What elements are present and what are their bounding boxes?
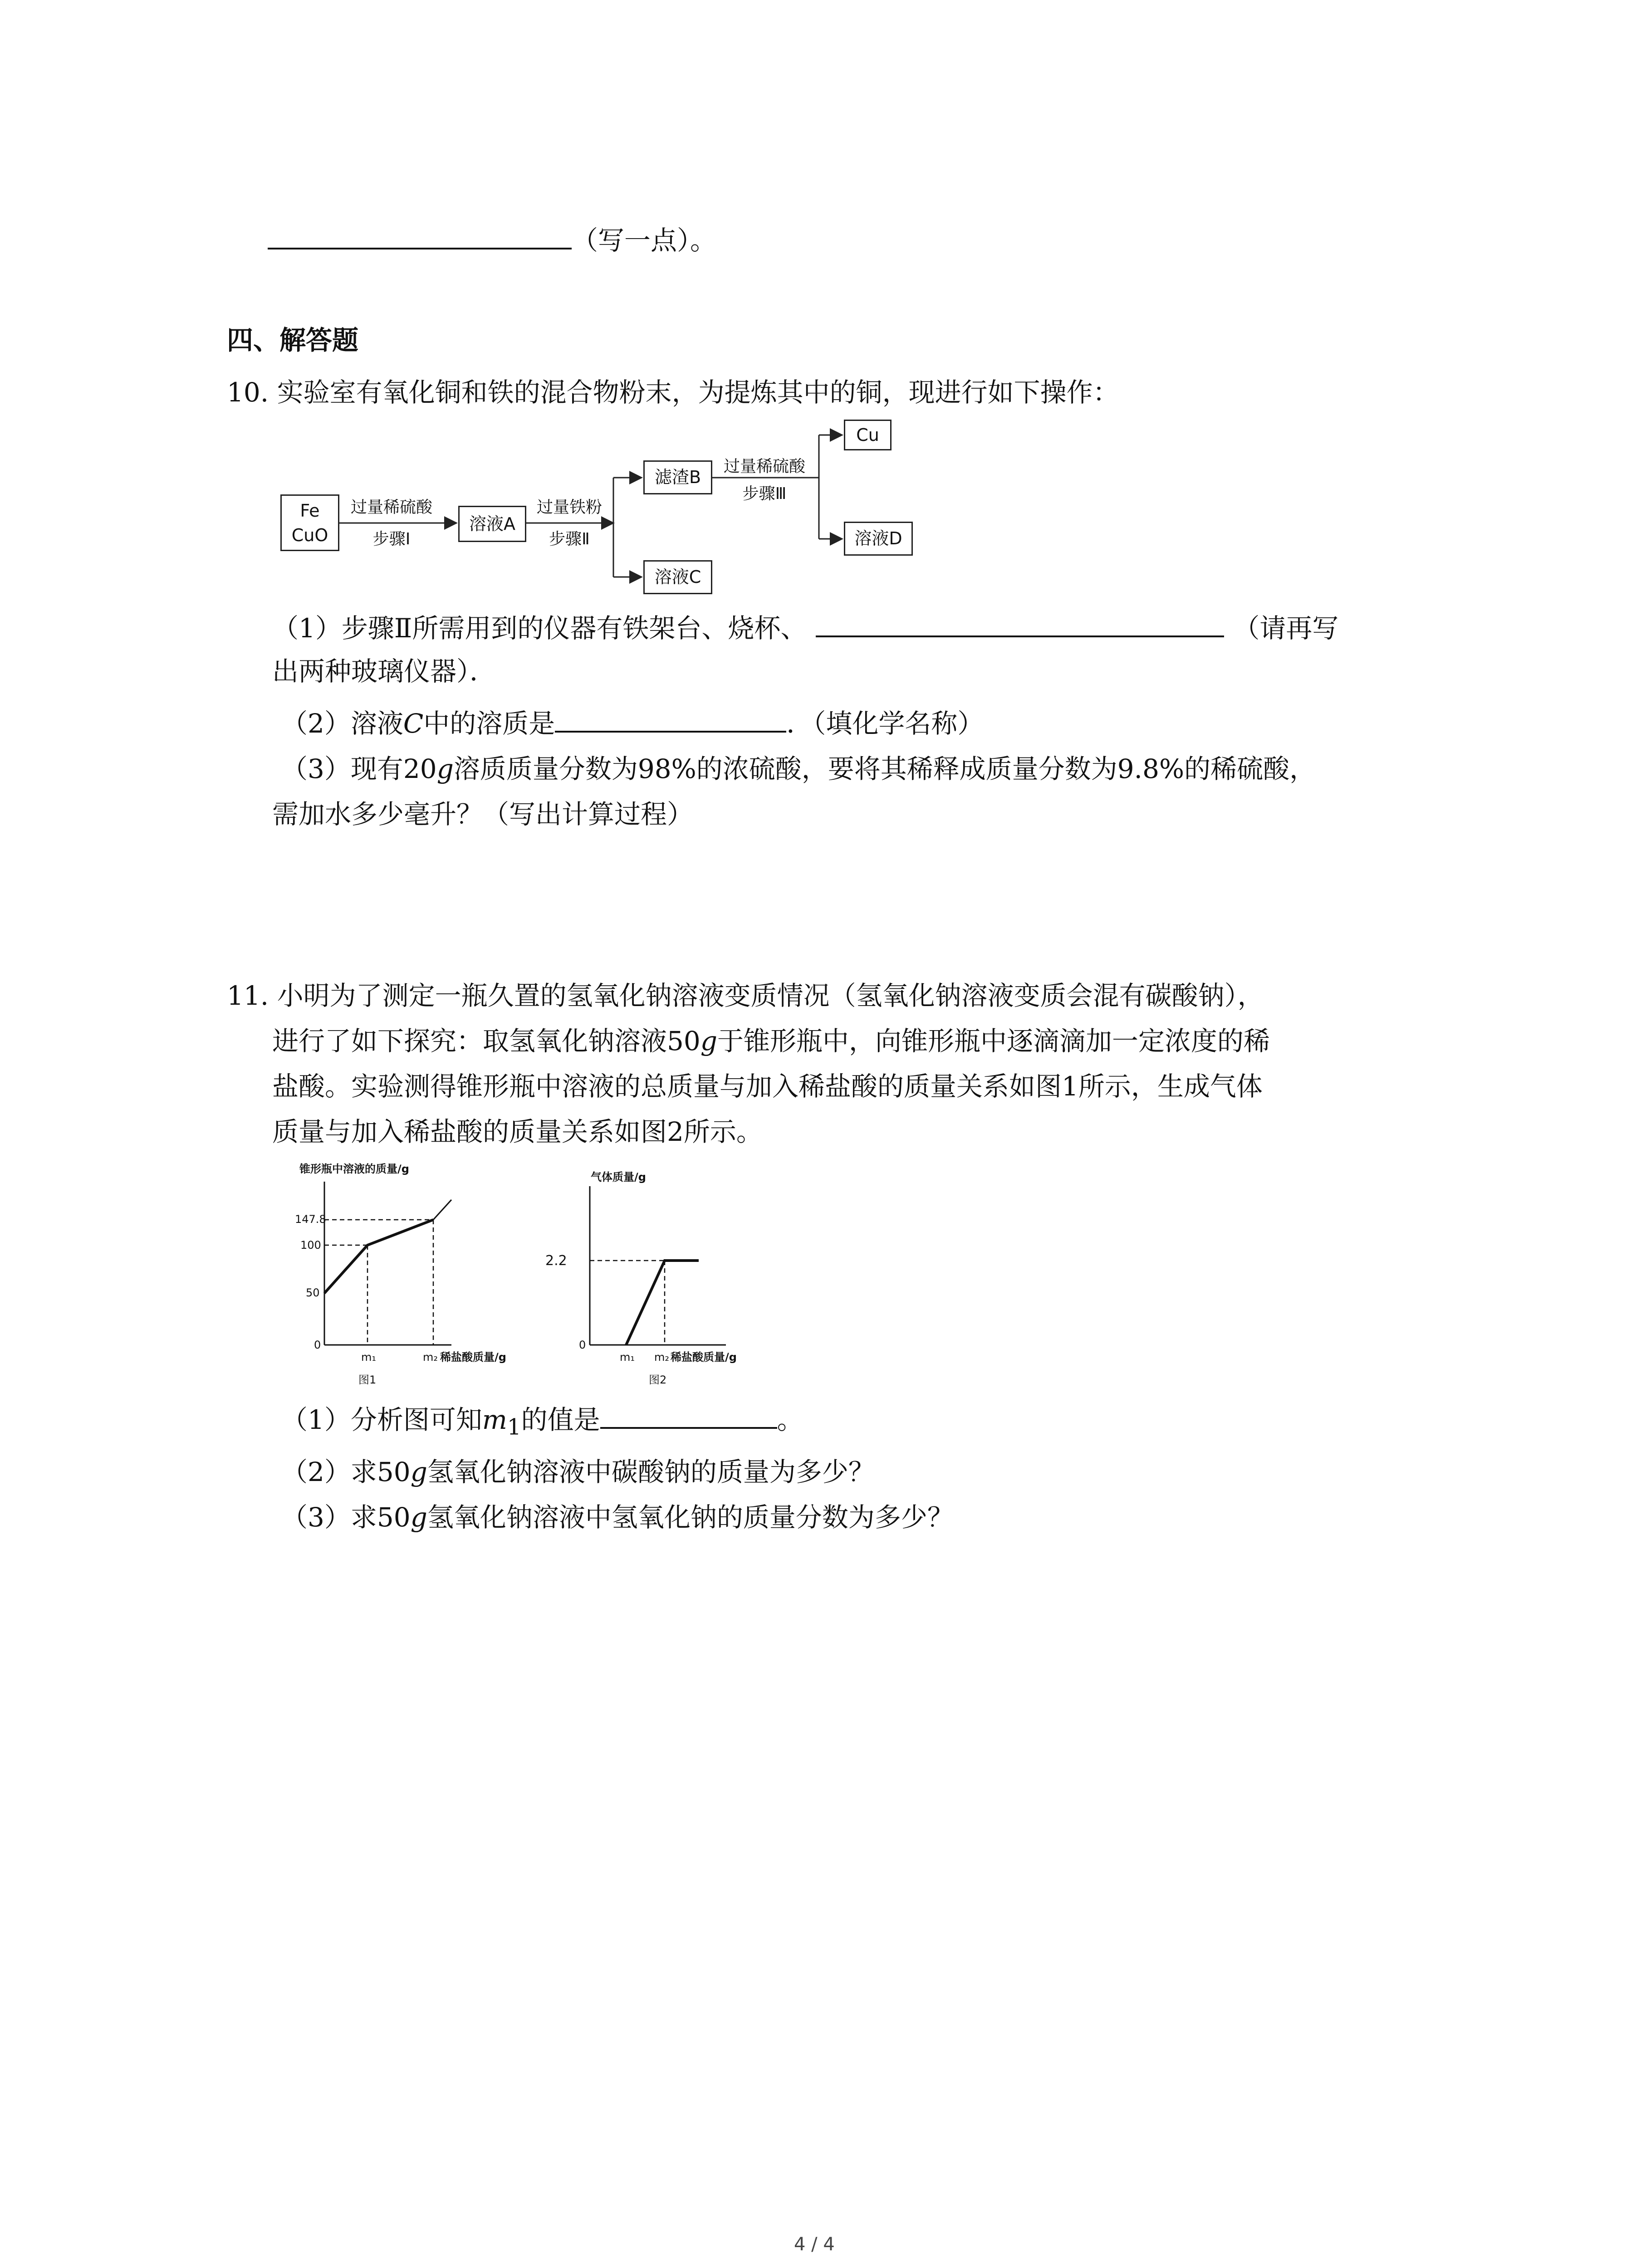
q10-sub2: （2）溶液C中的溶质是 ．（填化学名称） [281,705,984,739]
q10-sub1-blank[interactable] [816,610,1224,637]
flow-arrow1-bottom: 步骤Ⅰ [372,530,411,548]
fig2-line-main [626,1261,699,1345]
fig2-caption: 图2 [649,1374,667,1386]
q10-stem: 10. 实验室有氧化铜和铁的混合物粉末，为提炼其中的铜，现进行如下操作： [227,377,1119,408]
section-title: 四、解答题 [227,325,359,356]
q9-answer-blank[interactable] [268,222,572,249]
flow-box-d: 溶液D [844,522,913,556]
fig1-ytick-147: 147.8 [295,1213,326,1226]
q9-suffix: （写一点）。 [572,225,717,256]
flow-arrows [272,413,926,603]
fig1-xtick-m1: m₁ [361,1351,376,1364]
q10-sub1-line2: 出两种玻璃仪器）． [272,656,496,687]
fig1-xtick-m2: m₂ [423,1351,438,1364]
fig1-ytick-100: 100 [300,1239,321,1251]
q10-sub3-line1: （3）现有20g溶质质量分数为98%的浓硫酸，要将其稀释成质量分数为9.8%的稀硫酸， [281,753,1316,784]
flow-arrow1-top: 过量稀硫酸 [350,498,432,517]
fig1-line-main [324,1220,433,1293]
figure1-chart [272,1159,506,1395]
fig1-ytick-0: 0 [314,1339,321,1351]
q11-sub1-blank[interactable] [600,1402,777,1429]
fig1-line-tail [433,1200,451,1220]
flow-arrow2-top: 过量铁粉 [536,498,602,517]
q10-sub2-blank[interactable] [555,705,786,733]
q10-sub3-line2: 需加水多少毫升？（写出计算过程） [272,799,694,830]
q11-line1: 11. 小明为了测定一瓶久置的氢氧化钠溶液变质情况（氢氧化钠溶液变质会混有碳酸钠）， [227,980,1264,1011]
figure2-chart [535,1159,749,1395]
fig2-xlabel: 稀盐酸质量/g [671,1351,737,1364]
q10-flow-diagram [272,413,926,603]
q11-line4: 质量与加入稀盐酸的质量关系如图2所示。 [272,1116,763,1147]
fig1-caption: 图1 [358,1374,377,1386]
fig2-ylabel: 气体质量/g [591,1171,646,1183]
fig2-xtick-m1: m₁ [620,1351,635,1364]
q11-line2: 进行了如下探究：取氢氧化钠溶液50g于锥形瓶中，向锥形瓶中逐滴滴加一定浓度的稀 [272,1026,1270,1056]
q10-sub1-line1: （1）步骤Ⅱ所需用到的仪器有铁架台、烧杯、 （请再写 [272,610,1338,644]
fig2-ytick-2.2: 2.2 [545,1253,567,1269]
flow-box-b: 滤渣B [643,460,712,494]
q9-answer-line [268,222,716,256]
q11-sub2: （2）求50g氢氧化钠溶液中碳酸钠的质量为多少？ [281,1457,875,1487]
flow-box-a: 溶液A [458,506,526,542]
flow-box-cu: Cu [844,420,892,450]
flow-arrow3-top: 过量稀硫酸 [723,457,805,476]
q11-sub1: （1）分析图可知$m_1$的值是 。 [281,1402,803,1443]
fig1-xlabel: 稀盐酸质量/g [440,1351,506,1364]
fig2-xtick-m2: m₂ [654,1351,669,1364]
flow-box-c: 溶液C [643,560,712,594]
flow-start-box: Fe CuO [280,494,339,551]
q11-sub3: （3）求50g氢氧化钠溶液中氢氧化钠的质量分数为多少？ [281,1502,954,1533]
fig1-ytick-50: 50 [306,1286,320,1299]
fig1-ylabel: 锥形瓶中溶液的质量/g [299,1163,409,1175]
flow-arrow3-bottom: 步骤Ⅲ [742,484,787,503]
fig2-ytick-0: 0 [579,1339,586,1351]
q11-line3: 盐酸。实验测得锥形瓶中溶液的总质量与加入稀盐酸的质量关系如图1所示，生成气体 [272,1071,1263,1102]
page-number: 4 / 4 [794,2234,835,2255]
flow-arrow2-bottom: 步骤Ⅱ [549,530,590,548]
